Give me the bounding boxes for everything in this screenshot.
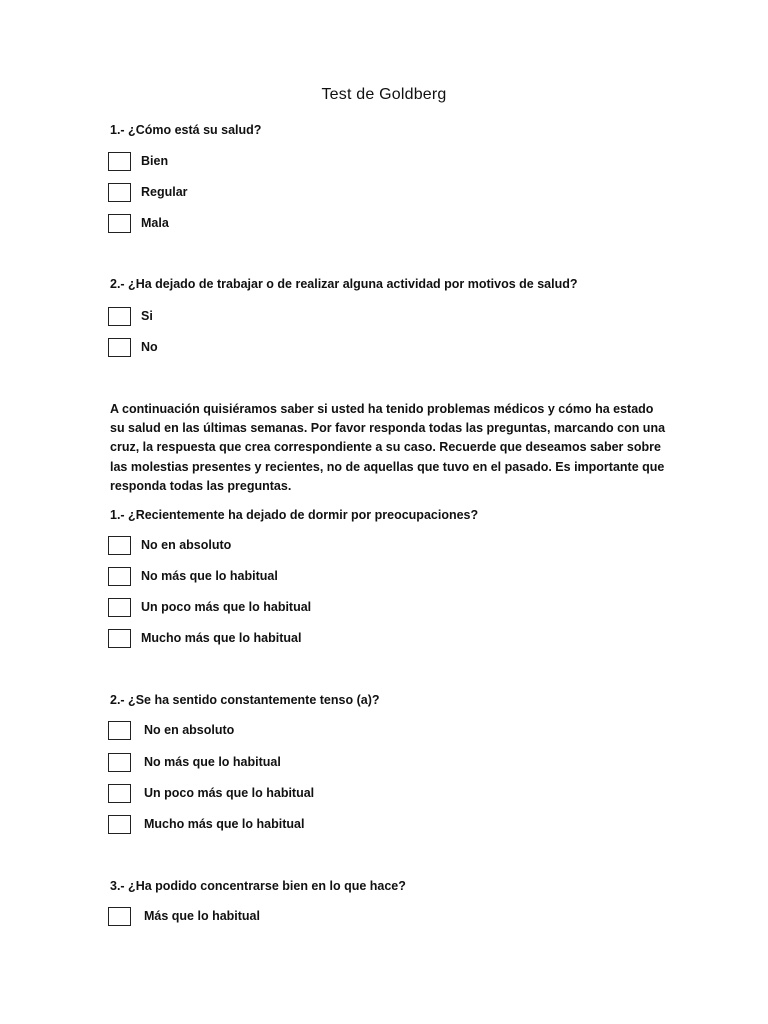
checkbox[interactable]: [108, 721, 131, 740]
option-label: Un poco más que lo habitual: [141, 600, 312, 614]
option-tense-2[interactable]: [108, 751, 281, 773]
option-no[interactable]: [108, 336, 158, 358]
checkbox[interactable]: [108, 753, 131, 772]
checkbox[interactable]: [108, 629, 131, 648]
option-sleep-1[interactable]: [108, 534, 231, 556]
page-title: Test de Goldberg: [321, 86, 447, 103]
checkbox[interactable]: [108, 815, 131, 834]
instructions-paragraph: A continuación quisiéramos saber si usted ha tenido problemas médicos y cómo ha estado su salud en las últimas semanas. Por favor responda todas las preguntas, marcando con una cruz, la respuesta que crea correspondiente a su caso. Recuerde que deseamos saber sobre las molestias presentes y recientes, no de aquellas que tuvo en el pasado. Es importante que responda todas las preguntas.: [110, 402, 666, 493]
option-bien[interactable]: [108, 150, 168, 172]
option-tense-1[interactable]: [108, 719, 234, 741]
checkbox[interactable]: [108, 784, 131, 803]
option-concentrate-1[interactable]: [108, 905, 260, 927]
option-mala[interactable]: [108, 212, 169, 234]
question-concentrate: 3.- ¿Ha podido concentrarse bien en lo que hace?: [110, 879, 406, 893]
question-health: 1.- ¿Cómo está su salud?: [110, 123, 262, 137]
option-label: Regular: [141, 185, 188, 199]
option-tense-4[interactable]: [108, 813, 304, 835]
option-label: No más que lo habitual: [141, 569, 278, 583]
option-label: Mucho más que lo habitual: [141, 631, 302, 645]
checkbox[interactable]: [108, 907, 131, 926]
option-regular[interactable]: [108, 181, 188, 203]
checkbox[interactable]: [108, 307, 131, 326]
checkbox[interactable]: [108, 152, 131, 171]
option-si[interactable]: [108, 305, 153, 327]
question-tense: 2.- ¿Se ha sentido constantemente tenso (a)?: [110, 693, 380, 707]
question-sleep: 1.- ¿Recientemente ha dejado de dormir por preocupaciones?: [110, 508, 479, 522]
option-label: No: [141, 340, 158, 354]
option-label: Más que lo habitual: [144, 909, 260, 923]
option-label: Si: [141, 309, 153, 323]
checkbox[interactable]: [108, 338, 131, 357]
option-sleep-3[interactable]: [108, 596, 311, 618]
option-label: No en absoluto: [144, 723, 235, 737]
checkbox[interactable]: [108, 183, 131, 202]
option-label: Mucho más que lo habitual: [144, 817, 305, 831]
option-label: Bien: [141, 154, 169, 168]
option-sleep-2[interactable]: [108, 565, 278, 587]
checkbox[interactable]: [108, 598, 131, 617]
option-label: No más que lo habitual: [144, 755, 281, 769]
checkbox[interactable]: [108, 567, 131, 586]
option-tense-3[interactable]: [108, 782, 314, 804]
option-sleep-4[interactable]: [108, 627, 301, 649]
option-label: No en absoluto: [141, 538, 232, 552]
option-label: Mala: [141, 216, 169, 230]
checkbox[interactable]: [108, 536, 131, 555]
question-stopped-working: 2.- ¿Ha dejado de trabajar o de realizar alguna actividad por motivos de salud?: [110, 277, 578, 291]
option-label: Un poco más que lo habitual: [144, 786, 315, 800]
checkbox[interactable]: [108, 214, 131, 233]
